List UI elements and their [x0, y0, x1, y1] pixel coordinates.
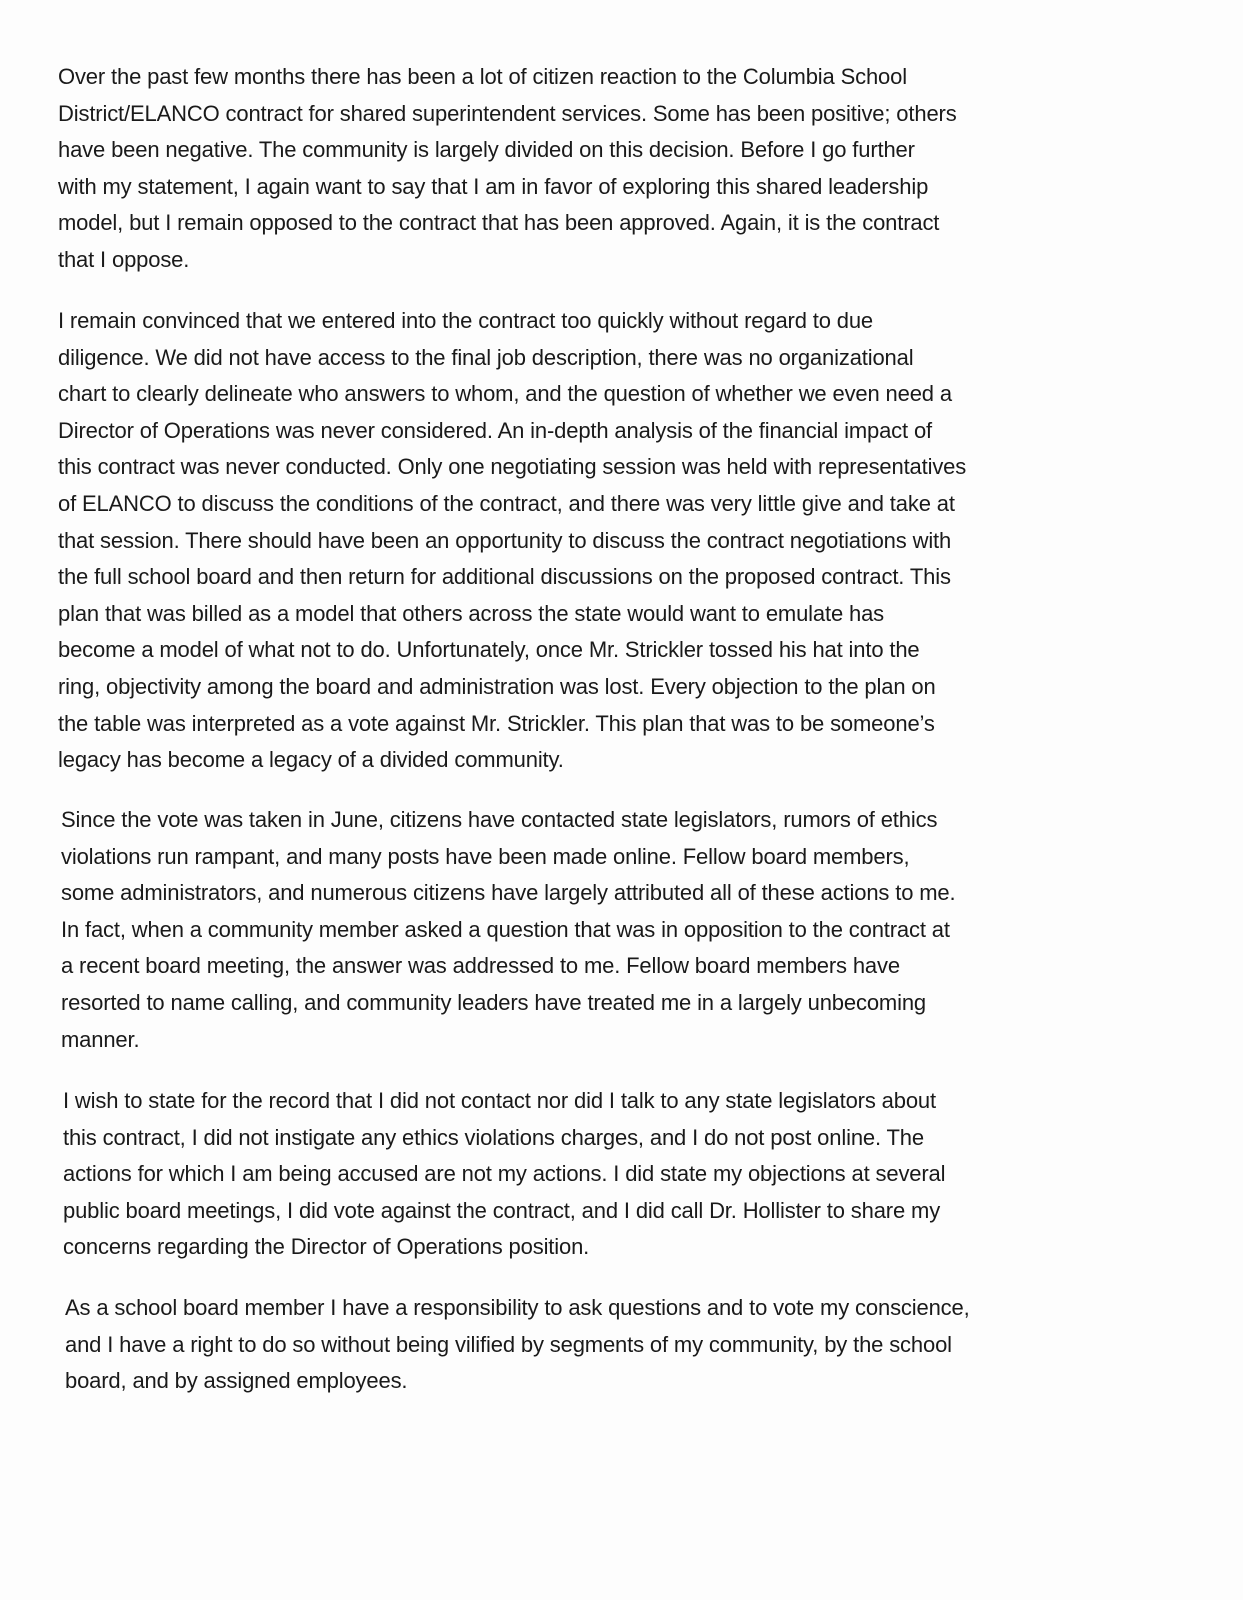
text-line: diligence. We did not have access to the final job description, there was no organizational [58, 344, 914, 370]
text-line: concerns regarding the Director of Operations position. [63, 1234, 590, 1260]
text-line: Director of Operations was never considered. An in-depth analysis of the financial impact of [58, 417, 932, 443]
text-line: a recent board meeting, the answer was addressed to me. Fellow board members have [61, 953, 900, 979]
text-line: that I oppose. [58, 246, 190, 272]
paragraph-1 [58, 59, 1198, 279]
text-line: public board meetings, I did vote against the contract, and I did call Dr. Hollister to share my [63, 1197, 941, 1223]
text-line: As a school board member I have a responsibility to ask questions and to vote my conscience, [65, 1295, 970, 1320]
text-line: that session. There should have been an opportunity to discuss the contract negotiations with [58, 527, 952, 553]
text-line: actions for which I am being accused are not my actions. I did state my objections at several [63, 1161, 946, 1187]
paragraph-5 [65, 1290, 1205, 1400]
text-line: this contract, I did not instigate any ethics violations charges, and I do not post online. The [63, 1124, 924, 1150]
text-line: of ELANCO to discuss the conditions of the contract, and there was very little give and take at [58, 490, 955, 516]
text-line: I remain convinced that we entered into the contract too quickly without regard to due [58, 308, 874, 333]
text-line: some administrators, and numerous citizens have largely attributed all of these actions to me. [61, 880, 956, 906]
text-line: and I have a right to do so without being vilified by segments of my community, by the school [65, 1331, 952, 1357]
paragraph-4 [63, 1083, 1203, 1266]
text-line: plan that was billed as a model that others across the state would want to emulate has [58, 600, 885, 626]
text-line: this contract was never conducted. Only one negotiating session was held with representatives [58, 454, 967, 480]
text-line: become a model of what not to do. Unfortunately, once Mr. Strickler tossed his hat into the [58, 637, 920, 663]
text-line: the full school board and then return for additional discussions on the proposed contract. This [58, 564, 951, 590]
text-line: chart to clearly delineate who answers to whom, and the question of whether we even need a [58, 381, 952, 407]
text-line: with my statement, I again want to say that I am in favor of exploring this shared leadership [58, 173, 929, 199]
text-line: ring, objectivity among the board and administration was lost. Every objection to the plan on [58, 673, 936, 699]
text-line: manner. [61, 1026, 140, 1052]
paragraph-2 [58, 303, 1198, 779]
text-line: violations run rampant, and many posts have been made online. Fellow board members, [61, 843, 910, 869]
text-line: the table was interpreted as a vote against Mr. Strickler. This plan that was to be someone’s [58, 710, 935, 736]
text-line: Since the vote was taken in June, citizens have contacted state legislators, rumors of ethics [61, 807, 938, 832]
text-line: have been negative. The community is largely divided on this decision. Before I go further [58, 137, 915, 163]
text-line: board, and by assigned employees. [65, 1368, 408, 1394]
text-line: resorted to name calling, and community leaders have treated me in a largely unbecoming [61, 989, 926, 1015]
text-line: In fact, when a community member asked a question that was in opposition to the contract at [61, 916, 950, 942]
text-line: District/ELANCO contract for shared superintendent services. Some has been positive; others [58, 100, 957, 126]
paragraph-3 [61, 802, 1201, 1058]
text-line: model, but I remain opposed to the contract that has been approved. Again, it is the contract [58, 210, 940, 236]
text-line: I wish to state for the record that I did not contact nor did I talk to any state legislators about [63, 1088, 936, 1113]
text-line: Over the past few months there has been a lot of citizen reaction to the Columbia School [58, 64, 907, 89]
text-line: legacy has become a legacy of a divided community. [58, 747, 564, 773]
